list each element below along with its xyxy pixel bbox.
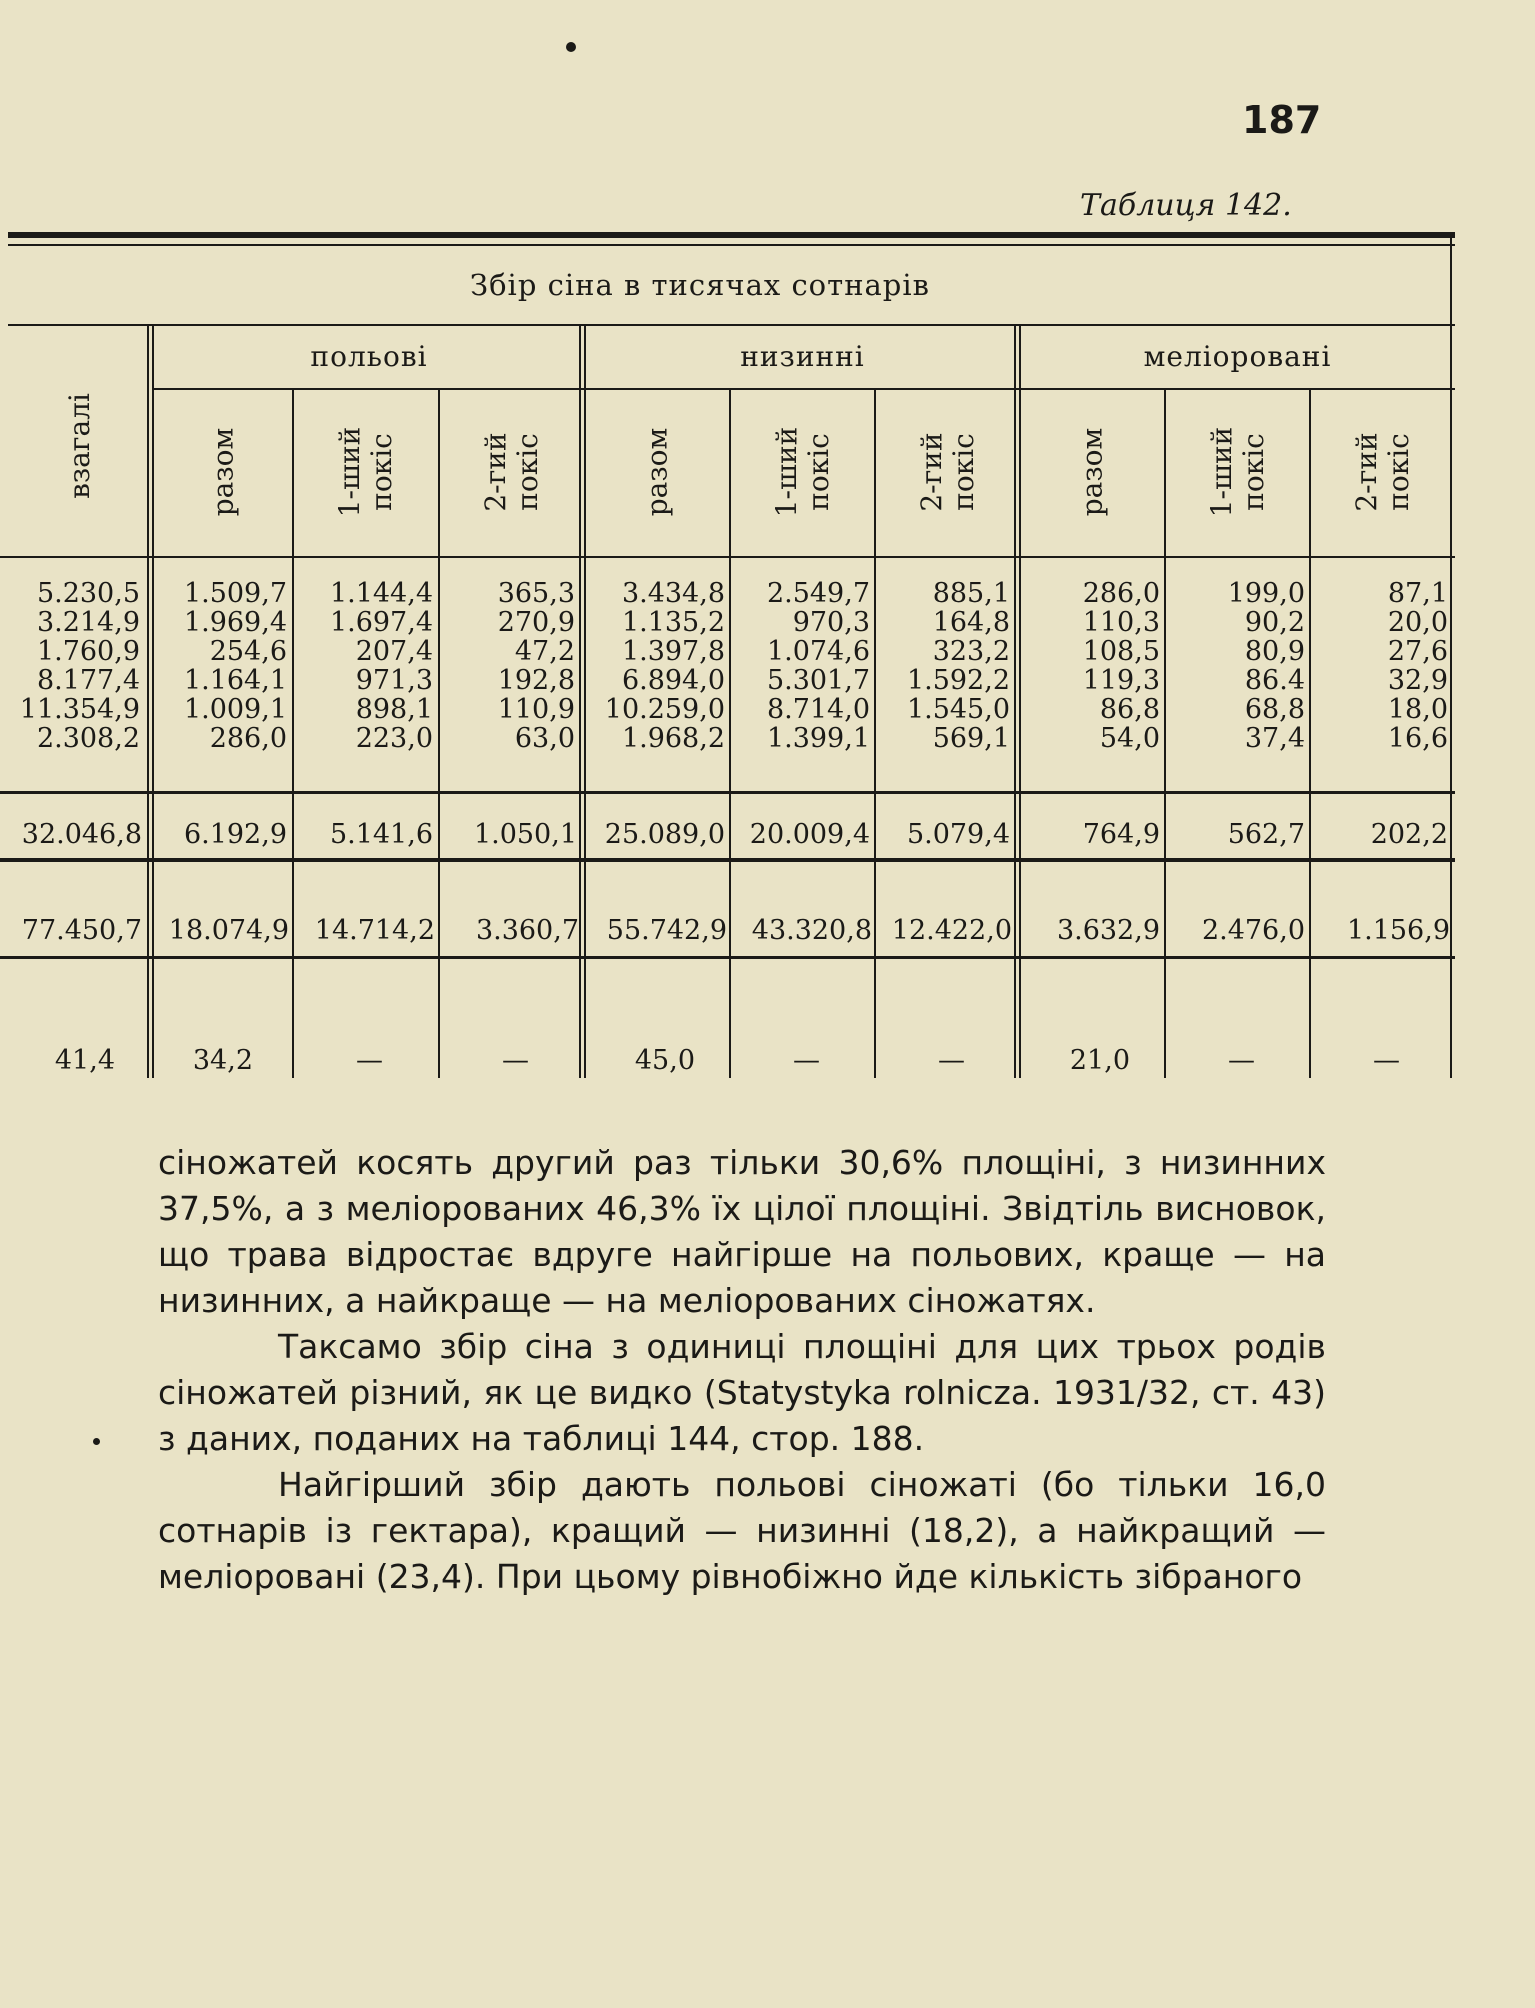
table-row: 2.308,2 286,0 223,0 63,0 1.968,2 1.399,1 569,1 54,0 37,4 16,6 (36, 723, 1448, 754)
col-header-lowland-second-cut: 2-гий покіс (914, 432, 980, 512)
col-header-field-first-cut: 1-ший покіс (333, 426, 398, 518)
hay-harvest-table (0, 228, 1455, 1078)
table-row: 3.214,9 1.969,4 1.697,4 270,9 1.135,2 970,3 164,8 110,3 90,2 20,0 (36, 607, 1448, 638)
header-bottom-rule (0, 556, 1455, 558)
ink-speck (93, 1438, 100, 1445)
col-header-total: взагалі (62, 393, 96, 499)
col-header-meliorated-second-cut: 2-гий покіс (1349, 432, 1415, 512)
col-header-lowland-together: разом (640, 427, 674, 517)
table-row: 5.230,5 1.509,7 1.144,4 365,3 3.434,8 2.549,7 885,1 286,0 199,0 87,1 (36, 578, 1448, 609)
table-top-rule-thin (8, 244, 1455, 246)
group-header-meliorated: меліоровані (1143, 340, 1332, 373)
ink-speck (566, 42, 576, 52)
table-top-rule (8, 232, 1455, 238)
group-header-lowland: низинні (740, 340, 865, 373)
subtotal-bottom-rule (0, 858, 1455, 862)
col-header-meliorated-first-cut: 1-ший покіс (1204, 426, 1270, 518)
table-row: 1.760,9 254,6 207,4 47,2 1.397,8 1.074,6 323,2 108,5 80,9 27,6 (36, 636, 1448, 667)
total-row: 77.450,7 18.074,9 14.714,2 3.360,7 55.742,9 43.320,8 12.422,0 3.632,9 2.476,0 1.156,9 (21, 915, 1450, 946)
table-row: 11.354,9 1.009,1 898,1 110,9 10.259,0 8.714,0 1.545,0 86,8 68,8 18,0 (19, 694, 1448, 725)
col-header-lowland-first-cut: 1-ший покіс (769, 426, 835, 518)
group-underline (153, 388, 1455, 390)
col-header-meliorated-together: разом (1075, 427, 1109, 517)
total-bottom-rule (0, 956, 1455, 959)
subtotal-row: 32.046,8 6.192,9 5.141,6 1.050,1 25.089,0 20.009,4 5.079,4 764,9 562,7 202,2 (21, 819, 1448, 850)
page-number: 187 (1242, 98, 1322, 142)
paragraph: сіножатей косять другий раз тільки 30,6% площіні, з низинних 37,5%, а з меліорованих 46,3% їх цілої площіні. Звідтіль висновок, що трава відростає вдруге найгірше на польових, краще — на низинних, а найкраще — на меліорованих сіножатях. (158, 1143, 1326, 1320)
col-header-field-second-cut: 2-гий покіс (479, 432, 544, 512)
body-text (158, 1140, 1326, 1600)
subtotal-top-rule (0, 791, 1455, 794)
title-underline (8, 324, 1455, 326)
col-header-field-together: разом (206, 427, 239, 517)
table-row: 8.177,4 1.164,1 971,3 192,8 6.894,0 5.301,7 1.592,2 119,3 86.4 32,9 (36, 665, 1448, 696)
paragraph: Найгірший збір дають польові сіножаті (бо тільки 16,0 сотнарів із гектара), кращий — низинні (18,2), а найкращий — меліоровані (23,4). При цьому рівнобіжно йде кількість зібраного (158, 1465, 1326, 1596)
percent-row: 41,4 34,2 — — 45,0 — — 21,0 — — (54, 1045, 1400, 1076)
paragraph: Таксамо збір сіна з одиниці площіні для цих трьох родів сіножатей різний, як це видко (Statystyka rolnicza. 1931/32, ст. 43) з даних, поданих на таблиці 144, стор. 188. (158, 1327, 1326, 1458)
group-header-field: польові (310, 340, 428, 373)
table-title: Збір сіна в тисячах сотнарів (470, 268, 930, 302)
table-caption: Таблиця 142. (1080, 188, 1292, 223)
